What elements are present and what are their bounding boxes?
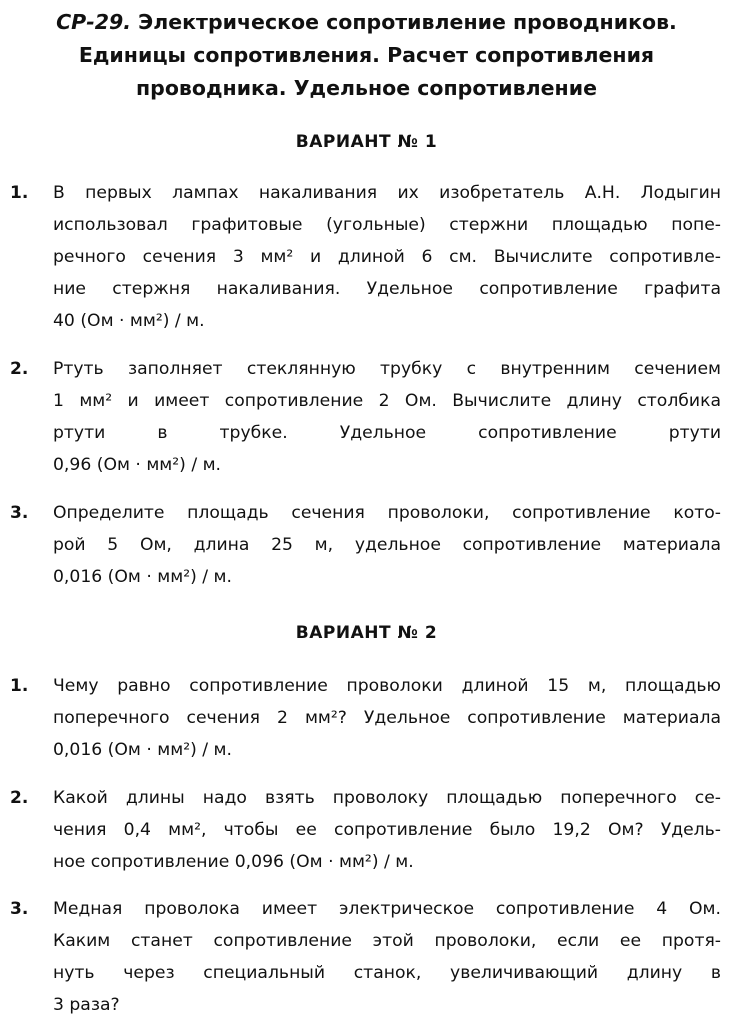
page-title — [40, 6, 693, 105]
task-number: 1. — [10, 183, 29, 203]
task-line: 0,016 (Ом · мм²) / м. — [53, 740, 232, 760]
task-line: речного сечения 3 мм² и длиной 6 см. Вычислите сопротивле- — [53, 247, 721, 267]
task-number: 2. — [10, 359, 29, 379]
variant-2-heading: ВАРИАНТ № 2 — [295, 623, 438, 643]
task-number: 1. — [10, 676, 29, 696]
task-text — [53, 782, 721, 878]
title-line-3: проводника. Удельное сопротивление — [136, 76, 597, 100]
title-line-1 — [40, 6, 693, 39]
task-number: 3. — [10, 899, 29, 919]
task-line: 0,96 (Ом · мм²) / м. — [53, 455, 221, 475]
task-line: 3 раза? — [53, 995, 120, 1015]
task-line: 0,016 (Ом · мм²) / м. — [53, 567, 232, 587]
task-number: 3. — [10, 503, 29, 523]
variant-1-heading: ВАРИАНТ № 1 — [295, 132, 438, 152]
task-line: Определите площадь сечения проволоки, сопротивление кото- — [53, 503, 721, 523]
task-line: ртути в трубке. Удельное сопротивление ртути — [53, 423, 721, 443]
task-line: нуть через специальный станок, увеличивающий длину в — [53, 963, 721, 983]
task-number: 2. — [10, 788, 29, 808]
task-line: использовал графитовые (угольные) стержни площадью попе- — [53, 215, 721, 235]
task-line: рой 5 Ом, длина 25 м, удельное сопротивление материала — [53, 535, 721, 555]
task-text — [53, 177, 721, 337]
task-line: ное сопротивление 0,096 (Ом · мм²) / м. — [53, 852, 414, 872]
task-line: чения 0,4 мм², чтобы ее сопротивление было 19,2 Ом? Удель- — [53, 820, 721, 840]
task-line: В первых лампах накаливания их изобретатель А.Н. Лодыгин — [53, 183, 721, 203]
task-line: Ртуть заполняет стеклянную трубку с внутренним сечением — [53, 359, 721, 379]
title-line-2: Единицы сопротивления. Расчет сопротивления — [78, 43, 655, 67]
task-line: Чему равно сопротивление проволоки длиной 15 м, площадью — [53, 676, 721, 696]
task-text — [53, 670, 721, 766]
task-text — [53, 893, 721, 1021]
task-line: ние стержня накаливания. Удельное сопротивление графита — [53, 279, 721, 299]
title-text-1: Электрическое сопротивление проводников. — [131, 10, 677, 34]
task-line: поперечного сечения 2 мм²? Удельное сопротивление материала — [53, 708, 721, 728]
task-text — [53, 353, 721, 481]
task-text — [53, 497, 721, 593]
task-line: Медная проволока имеет электрическое сопротивление 4 Ом. — [53, 899, 721, 919]
worksheet-code: СР-29. — [56, 10, 132, 34]
task-line: Какой длины надо взять проволоку площадью поперечного се- — [53, 788, 721, 808]
task-line: 40 (Ом · мм²) / м. — [53, 311, 205, 331]
task-line: 1 мм² и имеет сопротивление 2 Ом. Вычислите длину столбика — [53, 391, 721, 411]
task-line: Каким станет сопротивление этой проволоки, если ее протя- — [53, 931, 721, 951]
